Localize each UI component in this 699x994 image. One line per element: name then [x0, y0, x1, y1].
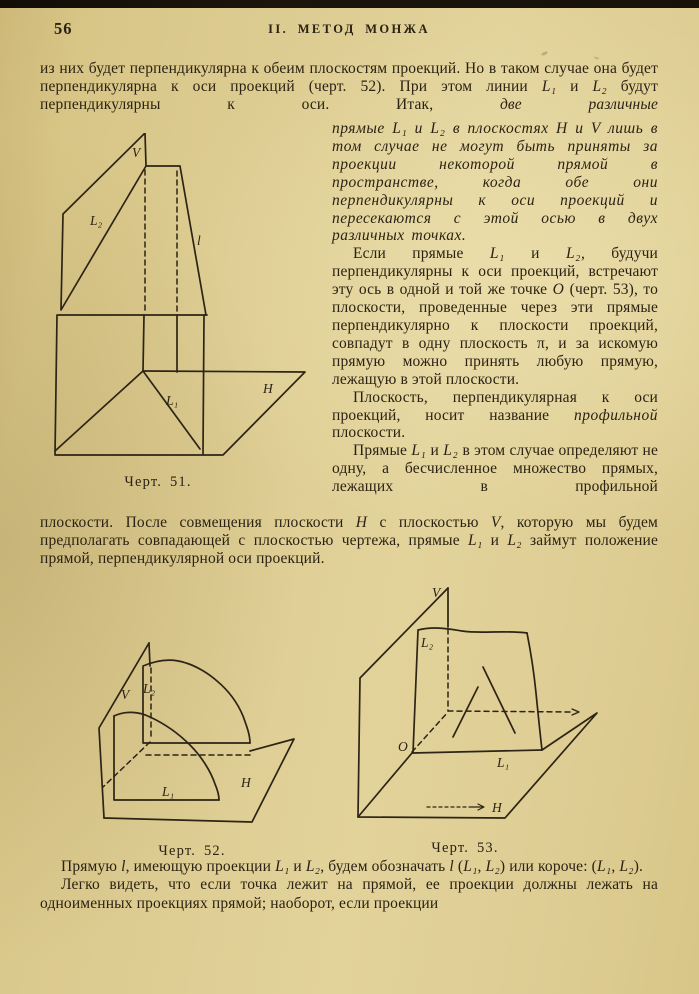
label-h: H — [263, 381, 273, 396]
paragraph-italic-statement: прямые L₁ и L₂ в плоскостях H и V лишь в том случае не могут быть приняты за проекции некоторой прямой в пространстве, когда обе они перпендикулярны к оси проекций и пересекаются с этой осью в двух различных точках. — [332, 120, 658, 245]
figure-52-drawing — [62, 600, 312, 840]
label-h: H — [241, 775, 251, 790]
text-column-wrap — [332, 120, 658, 496]
label-l1: L₁ — [162, 784, 175, 799]
label-l: l — [197, 233, 201, 248]
paragraph-notation: Прямую l, имеющую проекции L₁ и L₂, будем обозначать l (L₁, L₂) или короче: (L₁, L₂). — [61, 858, 644, 875]
label-h: H — [492, 800, 502, 815]
paragraph-text: плоскости. После совмещения плоскости H с плоскостью V, которую мы будем предполагать совпадающей с плоскостью чертежа, прямые L₁ и L₂ займут положение прямой, перпендикулярной оси проекций. — [40, 514, 658, 567]
label-l2: L₂ — [421, 635, 434, 650]
label-l2: L₂ — [143, 681, 156, 696]
figure-51-caption: Черт. 51. — [124, 474, 192, 490]
paragraph-point-on-line: Легко видеть, что если точка лежит на прямой, ее проекции должны лежать на одноименных проекциях прямой; наоборот, если проекции — [40, 876, 658, 912]
paragraph-if-lines: Если прямые L₁ и L₂, будучи перпендикулярны к оси проекций, встречают эту ось в одной и той же точке O (черт. 53), то плоскости, проведенные через эти прямые перпендикулярно к плоскости проекций, совпадут в одну плоскость π, и за искомую прямую можно принять любую прямую, лежащую в этой плоскости. — [332, 245, 658, 388]
paragraph-profile-plane: Плоскость, перпендикулярная к оси проекций, носит название профильной плоскости. — [332, 388, 658, 442]
scan-edge-top — [0, 0, 699, 8]
running-head: II. МЕТОД МОНЖА — [268, 22, 430, 36]
figure-51-drawing — [40, 133, 340, 473]
label-l1: L₁ — [497, 755, 510, 770]
figure-53 — [350, 585, 660, 845]
paragraph-bottom — [40, 858, 658, 913]
figure-52-caption: Черт. 52. — [158, 843, 226, 859]
page-number: 56 — [54, 19, 73, 38]
figure-53-drawing — [350, 585, 660, 825]
figure-51 — [40, 133, 340, 513]
label-v: V — [121, 687, 130, 702]
label-v: V — [432, 585, 441, 600]
paragraph-mid-continuation — [40, 514, 658, 568]
paragraph-top-continuation — [40, 60, 658, 114]
label-o: O — [398, 739, 408, 754]
figure-52 — [62, 600, 322, 860]
paragraph-lines-define: Прямые L₁ и L₂ в этом случае определяют не одну, а бесчисленное множество прямых, лежащих в профильной — [332, 442, 658, 496]
label-l1: L₁ — [166, 393, 179, 408]
figure-53-caption: Черт. 53. — [431, 840, 499, 856]
paragraph-text: из них будет перпендикулярна к обеим плоскостям проекций. Но в таком случае она будет перпендикулярна к оси проекций (черт. 52). При этом линии L₁ и L₂ будут перпендикулярны к оси. Итак, две различные — [40, 60, 659, 113]
ink-speck — [541, 51, 549, 57]
label-v: V — [132, 145, 141, 160]
label-l2: L₂ — [90, 213, 103, 228]
